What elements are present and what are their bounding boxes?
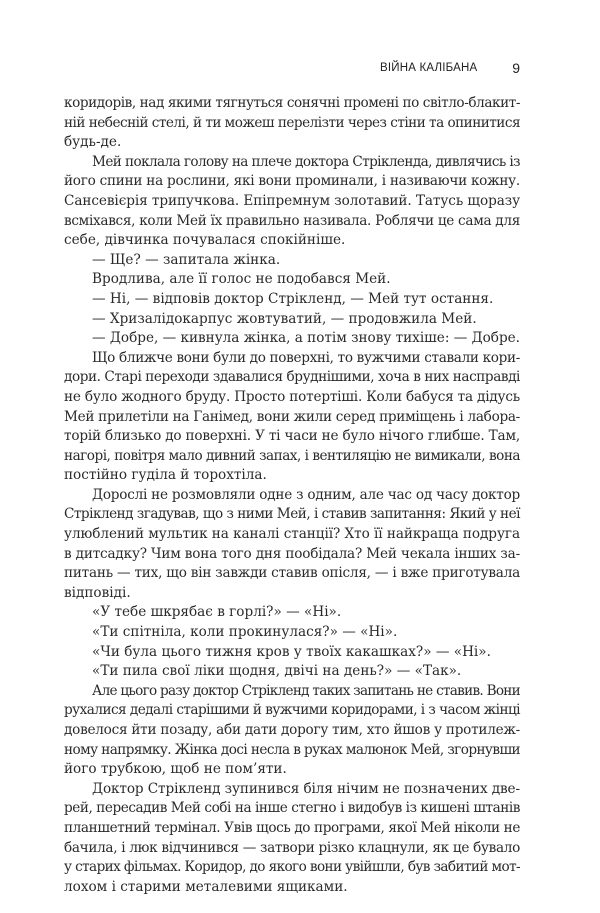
text-line: — Ще? — запитала жінка. [92, 251, 281, 268]
text-line: «Ти пила свої ліки щодня, двічі на день?» — «Так». [92, 663, 462, 680]
text-line: себе, дівчинка почувалася спокійніше. [64, 232, 346, 249]
text-line: Що ближче вони були до поверхні, то вужчими ставали кори- [92, 349, 520, 366]
text-line: Мей поклала голову на плече доктора Стрікленда, дивлячись із [92, 153, 520, 170]
text-line: планшетний термінал. Увів щось до програми, якої Мей ніколи не [64, 819, 520, 836]
text-line: Мей прилетіли на Ганімед, вони жили серед приміщень і лабора- [64, 408, 520, 425]
text-line: Стрікленд згадував, що з ними Мей, і ставив запитання: Який у неї [64, 506, 520, 523]
text-line: — Добре, — кивнула жінка, а потім знову тихіше: — Добре. [92, 330, 520, 347]
text-line: ному напрямку. Жінка досі несла в руках малюнок Мей, згорнувши [64, 741, 520, 758]
text-line: не було жодного бруду. Просто потертіші. Коли бабуся та дідусь [64, 388, 520, 405]
text-line: дори. Старі переходи здавалися бруднішими, хоча в них насправді [64, 369, 520, 386]
text-line: «Ти спітніла, коли прокинулася?» — «Ні». [92, 624, 398, 641]
text-line: питань — тих, що він завжди ставив опісля, — і вже приготувала [64, 565, 520, 582]
text-line: рей, пересадив Мей собі на інше стегно і видобув із кишені штанів [64, 800, 520, 817]
page-number: 9 [512, 60, 520, 76]
text-line: постійно гуділа й торохтіла. [64, 467, 267, 484]
text-line: у старих фільмах. Коридор, до якого вони увійшли, був забитий мот- [64, 859, 520, 876]
text-line: Вродлива, але її голос не подобався Мей. [92, 271, 391, 288]
text-line: його трубкою, щоб не пом’яти. [64, 761, 287, 778]
text-line: його спини на рослини, які вони проминали, і називаючи кожну. [64, 173, 520, 190]
text-line: відповіді. [64, 584, 131, 601]
text-line: Але цього разу доктор Стрікленд таких запитань не ставив. Вони [92, 682, 520, 699]
text-line: нагорі, повітря мало дивний запах, і вентиляцію не вимикали, вона [64, 447, 520, 464]
text-line: коридорів, над якими тягнуться сонячні промені по світло-блакит- [64, 95, 520, 111]
text-line: улюблений мультик на каналі станції? Хто її найкраща подруга [64, 526, 520, 543]
running-header [380, 58, 520, 78]
text-line: — Хризалідокарпус жовтуватий, — продовжила Мей. [92, 310, 477, 327]
text-line: ній небесній стелі, й ти можеш перелізти через стіни та опинитися [64, 114, 520, 131]
text-line: «У тебе шкрябає в горлі?» — «Ні». [92, 604, 342, 621]
text-line: — Ні, — відповів доктор Стрікленд, — Мей тут остання. [92, 290, 494, 307]
text-line: рухалися дедалі старішими й вужчими коридорами, і з часом жінці [64, 702, 520, 719]
text-line: бачила, і люк відчинився — затвори різко клацнули, як це бувало [64, 839, 520, 856]
text-line: Сансевієрія трипучкова. Епіпремнум золотавий. Татусь щоразу [64, 192, 520, 209]
text-line: будь-де. [64, 134, 122, 151]
body-text [64, 94, 520, 897]
text-line: довелося йти позаду, аби дати дорогу тим, хто йшов у протилеж- [64, 722, 520, 738]
text-line: Дорослі не розмовляли одне з одним, але час од часу доктор [92, 486, 520, 503]
running-title: ВІЙНА КАЛІБАНА [380, 62, 478, 74]
text-line: лохом і старими металевими ящиками. [64, 878, 348, 895]
text-line: в дитсадку? Чим вона того дня пообідала? Мей чекала інших за- [64, 545, 520, 562]
text-line: Доктор Стрікленд зупинився біля нічим не позначених две- [92, 780, 520, 797]
text-line: всміхався, коли Мей їх правильно називала. Роблячи це сама для [64, 212, 521, 229]
text-line: «Чи була цього тижня кров у твоїх какашках?» — «Ні». [92, 643, 491, 660]
text-line: торій близько до поверхні. У ті часи не було нічого глибше. Там, [64, 428, 520, 445]
